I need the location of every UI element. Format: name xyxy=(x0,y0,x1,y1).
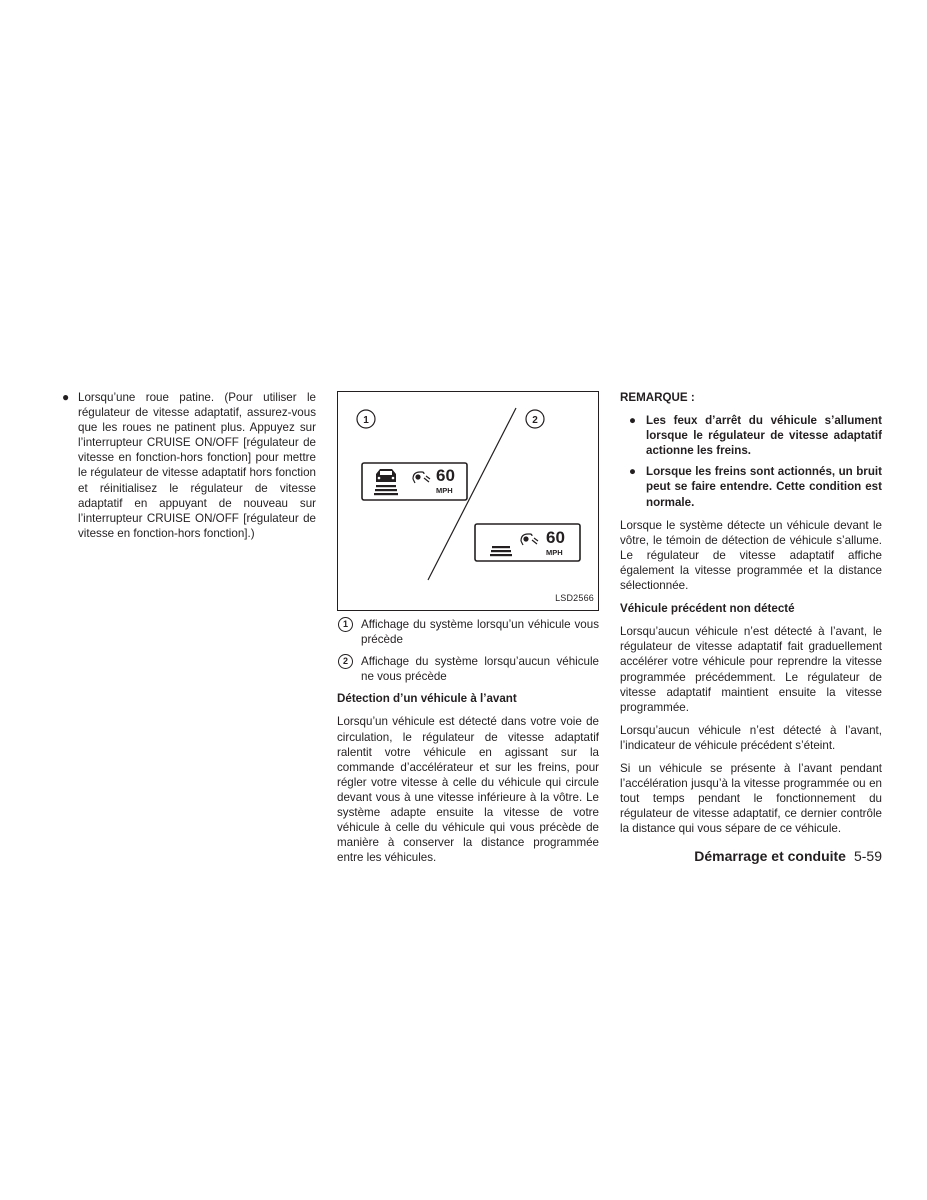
figure-code: LSD2566 xyxy=(555,592,594,603)
speed-value-1: 60 xyxy=(436,466,455,485)
driver-assist-icon xyxy=(521,534,538,545)
figure-drawing xyxy=(338,392,598,610)
right-column xyxy=(620,390,882,844)
caption-2-number: 2 xyxy=(338,654,353,669)
body-paragraph: Lorsqu’aucun véhicule n’est détecté à l’avant, l’indicateur de véhicule précédent s’éteint. xyxy=(620,723,882,752)
bullet-icon: ● xyxy=(629,465,637,479)
body-paragraph: Lorsque le système détecte un véhicule devant le vôtre, le témoin de détection de véhicule s’allume. Le régulateur de vitesse adaptatif affiche également la vitesse programmée et la distance sélectionnée. xyxy=(620,518,882,593)
driver-assist-icon xyxy=(413,472,430,483)
distance-bars-icon xyxy=(374,485,398,495)
remarque-text: Lorsque les freins sont actionnés, un bruit peut se faire entendre. Cette condition est normale. xyxy=(646,465,882,509)
speed-value-2: 60 xyxy=(546,528,565,547)
marker-1-label: 1 xyxy=(363,415,369,426)
middle-column xyxy=(337,391,599,873)
caption-2-text: Affichage du système lorsqu’aucun véhicule ne vous précède xyxy=(361,655,599,684)
body-paragraph: Si un véhicule se présente à l’avant pendant l’accélération jusqu’à la vitesse programmée ou en tout temps pendant le fonctionnement du régulateur de vitesse adaptatif, ce dernier contrôle la distance qui vous sépare de ce véhicule. xyxy=(620,761,882,836)
speed-unit-2: MPH xyxy=(546,548,563,557)
list-item xyxy=(62,390,316,541)
caption-1-text: Affichage du système lorsqu’un véhicule vous précède xyxy=(361,618,599,647)
list-item xyxy=(620,413,882,458)
page-footer xyxy=(620,848,882,864)
section-heading: Détection d’un véhicule à l’avant xyxy=(337,692,517,706)
bullet-text: Lorsqu’une roue patine. (Pour utiliser le régulateur de vitesse adaptatif, assurez-vous que les roues ne patinent plus. Appuyez sur l’interrupteur CRUISE ON/OFF [régulateur de vitesse en fonction-hors fonction] pour mettre le régulateur de vitesse adaptatif hors fonction et réinitialisez le régulateur de vitesse adaptatif en appuyant de nouveau sur l’interrupteur CRUISE ON/OFF [régulateur de vitesse en fonction-hors fonction].) xyxy=(78,391,316,540)
bullet-icon: ● xyxy=(629,414,637,428)
remarque-heading: REMARQUE : xyxy=(620,391,695,404)
section-title: Démarrage et conduite xyxy=(694,848,846,864)
body-paragraph: Lorsqu’un véhicule est détecté dans votre voie de circulation, le régulateur de vitesse adaptatif ralentit votre véhicule en agissant sur la commande d’accélérateur et sur les freins, pour régler votre vitesse à celle du véhicule qui circule devant vous à une vitesse inférieure à la vôtre. Le système adapte ensuite la vitesse de votre véhicule à celle du véhicule qui vous précède de manière à conserver la distance programmée entre les véhicules. xyxy=(337,715,599,865)
left-column xyxy=(62,390,316,541)
caption-2 xyxy=(337,654,599,684)
list-item xyxy=(620,464,882,509)
section-heading: Véhicule précédent non détecté xyxy=(620,602,795,616)
page-number: 5-59 xyxy=(853,848,882,864)
vehicle-ahead-icon xyxy=(376,469,396,482)
bullet-icon: ● xyxy=(62,390,70,404)
caption-1 xyxy=(337,617,599,647)
body-paragraph: Lorsqu’aucun véhicule n’est détecté à l’avant, le régulateur de vitesse adaptatif fait graduellement accélérer votre véhicule pour reprendre la vitesse programmée précédemment. Le régulateur de vitesse adaptatif maintient ensuite la vitesse programmée. xyxy=(620,625,882,714)
distance-bars-icon xyxy=(490,546,512,556)
marker-2-label: 2 xyxy=(532,415,538,426)
caption-1-number: 1 xyxy=(338,617,353,632)
speed-unit-1: MPH xyxy=(436,486,453,495)
cruise-display-figure xyxy=(337,391,599,611)
remarque-list xyxy=(620,413,882,510)
remarque-text: Les feux d’arrêt du véhicule s’allument lorsque le régulateur de vitesse adaptatif actionne les freins. xyxy=(646,414,882,458)
